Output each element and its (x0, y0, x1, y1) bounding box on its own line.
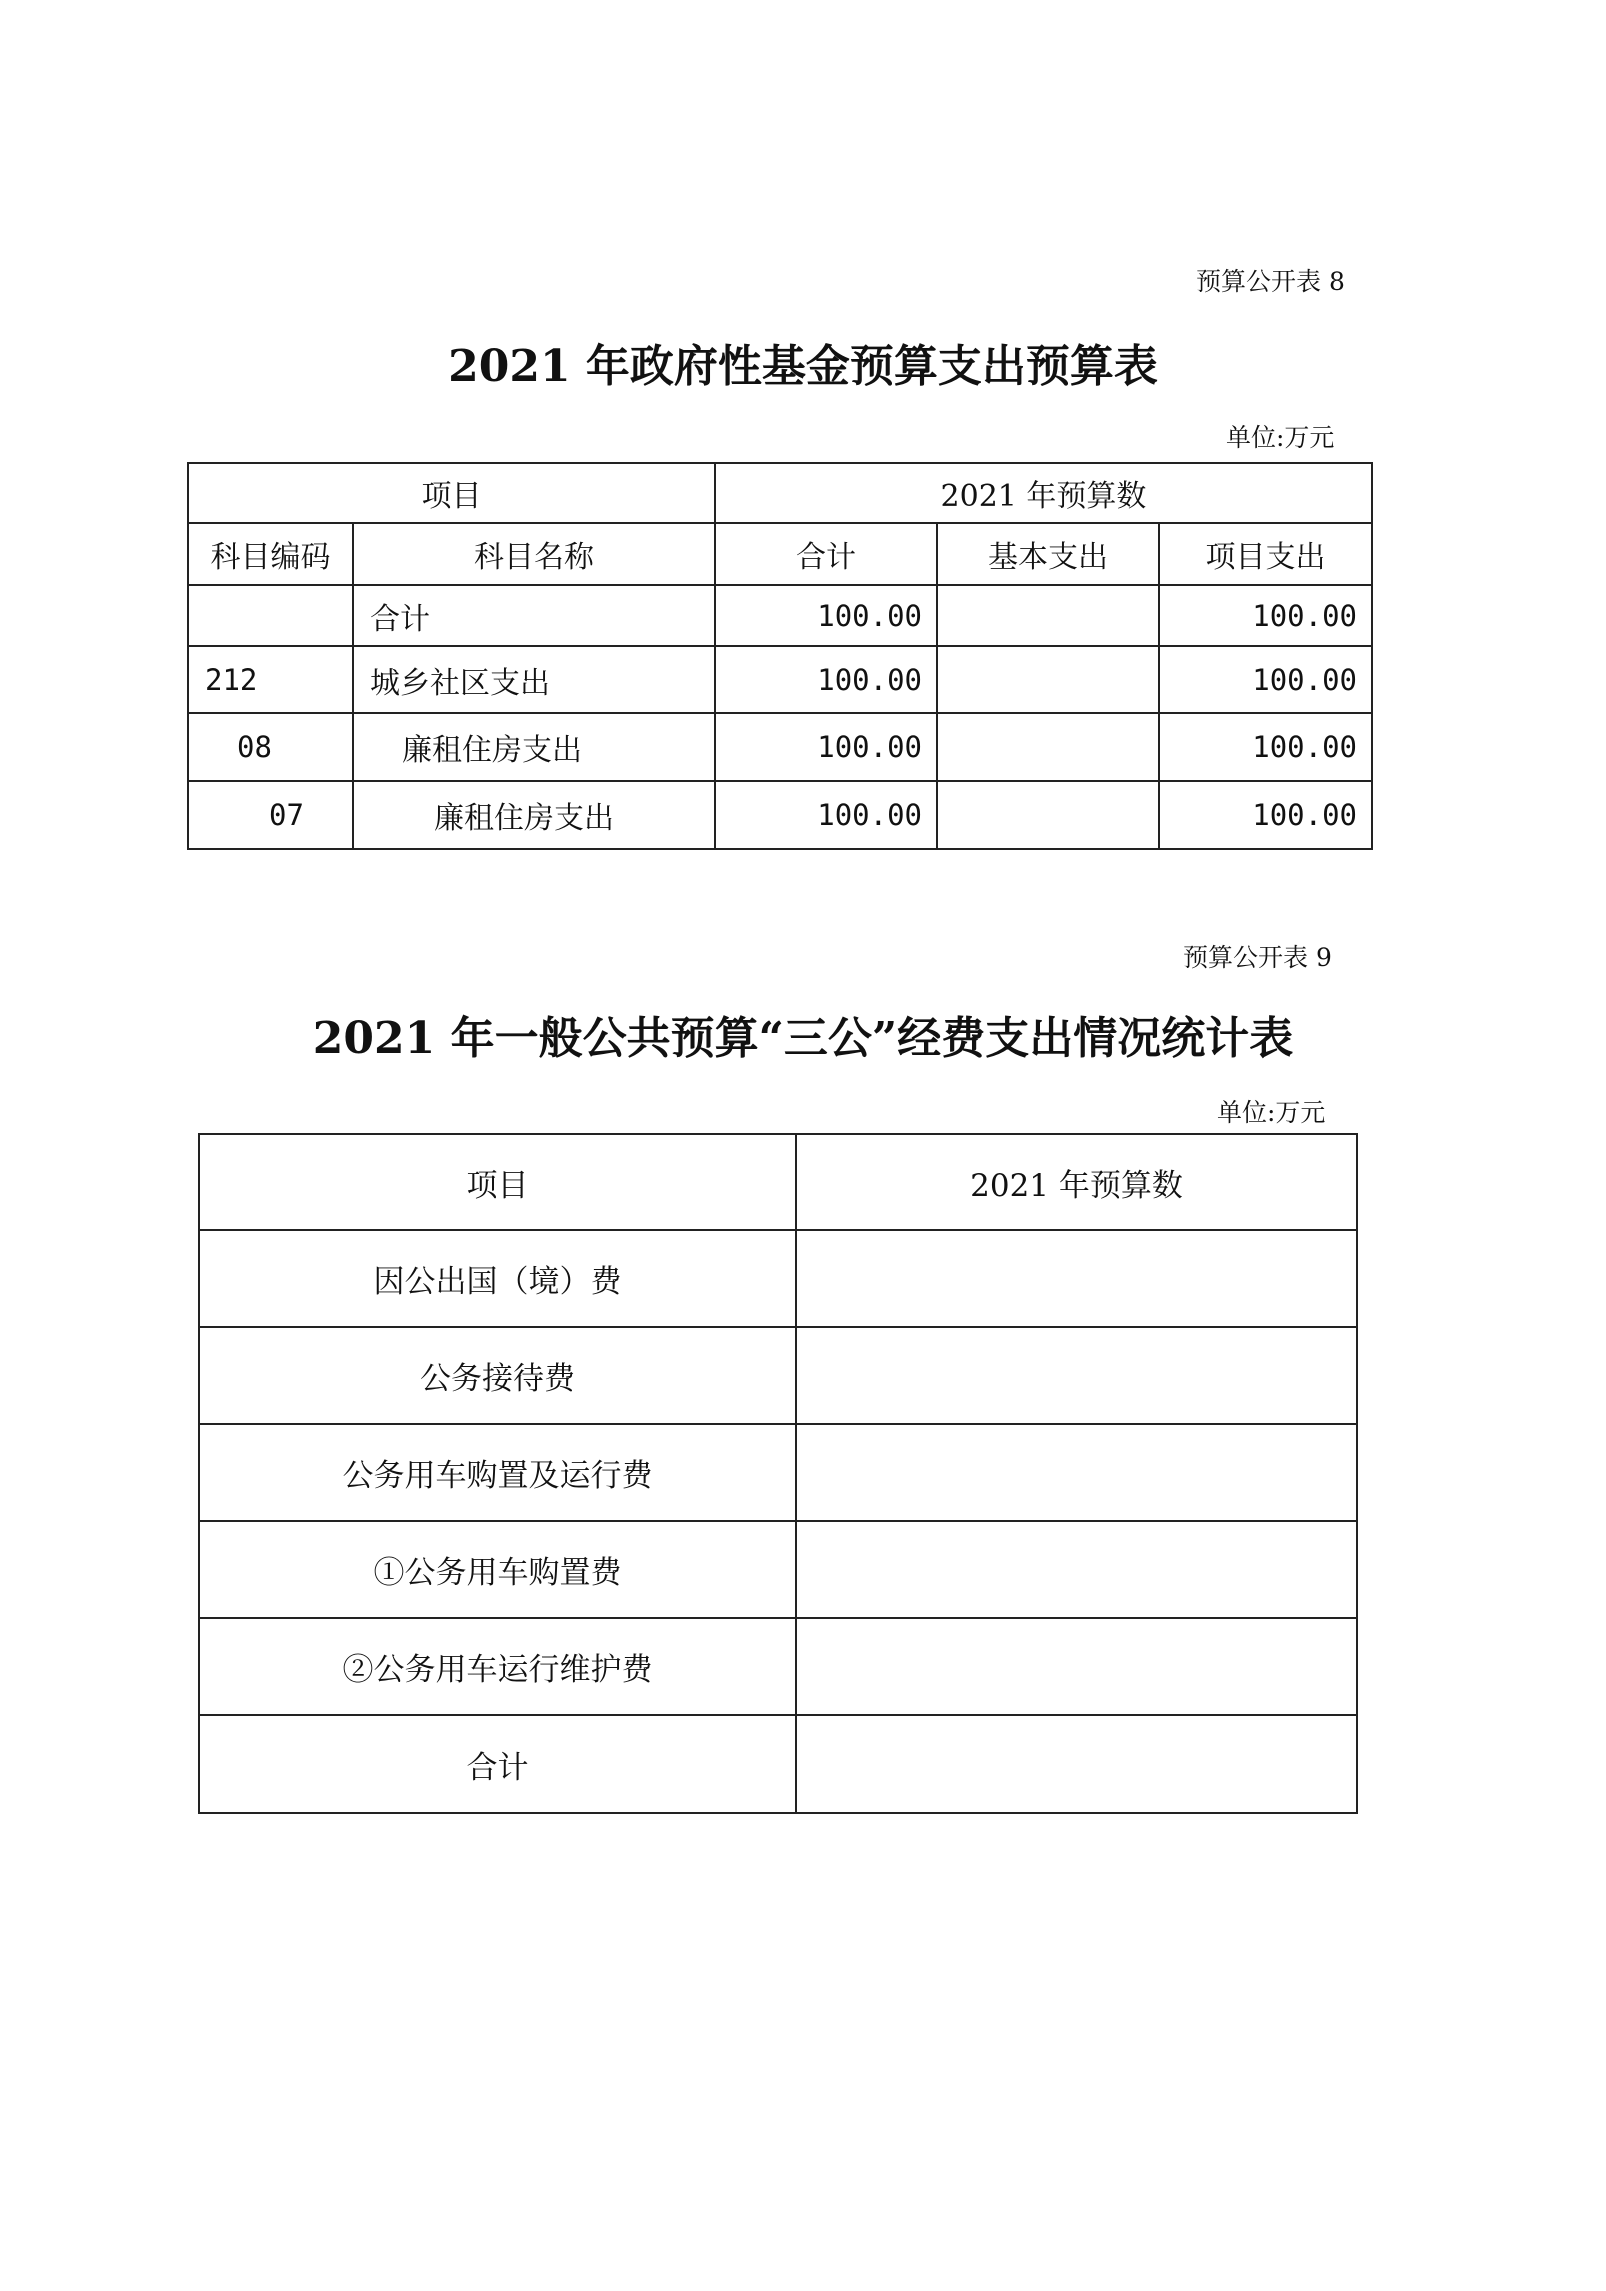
table8-title: 2021 年政府性基金预算支出预算表 (448, 341, 1158, 392)
table-row (199, 1618, 1357, 1715)
table-row (199, 1230, 1357, 1327)
header-budget-group: 2021 年预算数 (715, 463, 1372, 523)
row-code: 08 (188, 713, 353, 781)
row-value (796, 1424, 1357, 1521)
table8 (187, 462, 1373, 850)
row-total: 100.00 (715, 713, 937, 781)
table9-title: 2021 年一般公共预算“三公”经费支出情况统计表 (312, 1013, 1294, 1064)
table-row (199, 1424, 1357, 1521)
table8-tag: 预算公开表 8 (1196, 267, 1345, 296)
header-total: 合计 (715, 523, 937, 585)
row-program: 100.00 (1159, 585, 1372, 646)
table9 (198, 1133, 1358, 1814)
header-basic: 基本支出 (937, 523, 1159, 585)
row-program: 100.00 (1159, 781, 1372, 849)
row-basic (937, 585, 1159, 646)
header-project: 项目 (199, 1134, 796, 1230)
row-basic (937, 781, 1159, 849)
header-program: 项目支出 (1159, 523, 1372, 585)
row-program: 100.00 (1159, 646, 1372, 713)
row-item: 公务用车购置及运行费 (199, 1424, 796, 1521)
table-row (188, 585, 1372, 646)
table-row (199, 1327, 1357, 1424)
row-item: ①公务用车购置费 (199, 1521, 796, 1618)
table8-unit: 单位:万元 (1226, 423, 1335, 452)
row-value (796, 1715, 1357, 1813)
row-item: 因公出国（境）费 (199, 1230, 796, 1327)
header-name: 科目名称 (353, 523, 715, 585)
row-total: 100.00 (715, 781, 937, 849)
row-name: 廉租住房支出 (353, 781, 715, 849)
table-row (199, 1521, 1357, 1618)
row-value (796, 1230, 1357, 1327)
header-project: 项目 (188, 463, 715, 523)
row-item: 合计 (199, 1715, 796, 1813)
table9-unit: 单位:万元 (1217, 1098, 1326, 1127)
table-row (188, 646, 1372, 713)
row-total: 100.00 (715, 646, 937, 713)
row-name: 合计 (353, 585, 715, 646)
row-value (796, 1618, 1357, 1715)
row-item: 公务接待费 (199, 1327, 796, 1424)
row-code (188, 585, 353, 646)
row-code: 07 (188, 781, 353, 849)
header-code: 科目编码 (188, 523, 353, 585)
row-item: ②公务用车运行维护费 (199, 1618, 796, 1715)
row-value (796, 1521, 1357, 1618)
row-name: 廉租住房支出 (353, 713, 715, 781)
table9-tag: 预算公开表 9 (1183, 943, 1332, 972)
row-name: 城乡社区支出 (353, 646, 715, 713)
row-value (796, 1327, 1357, 1424)
table-row (188, 713, 1372, 781)
row-program: 100.00 (1159, 713, 1372, 781)
row-code: 212 (188, 646, 353, 713)
table-row (188, 781, 1372, 849)
header-budget: 2021 年预算数 (796, 1134, 1357, 1230)
table-row (199, 1715, 1357, 1813)
row-basic (937, 646, 1159, 713)
row-basic (937, 713, 1159, 781)
row-total: 100.00 (715, 585, 937, 646)
